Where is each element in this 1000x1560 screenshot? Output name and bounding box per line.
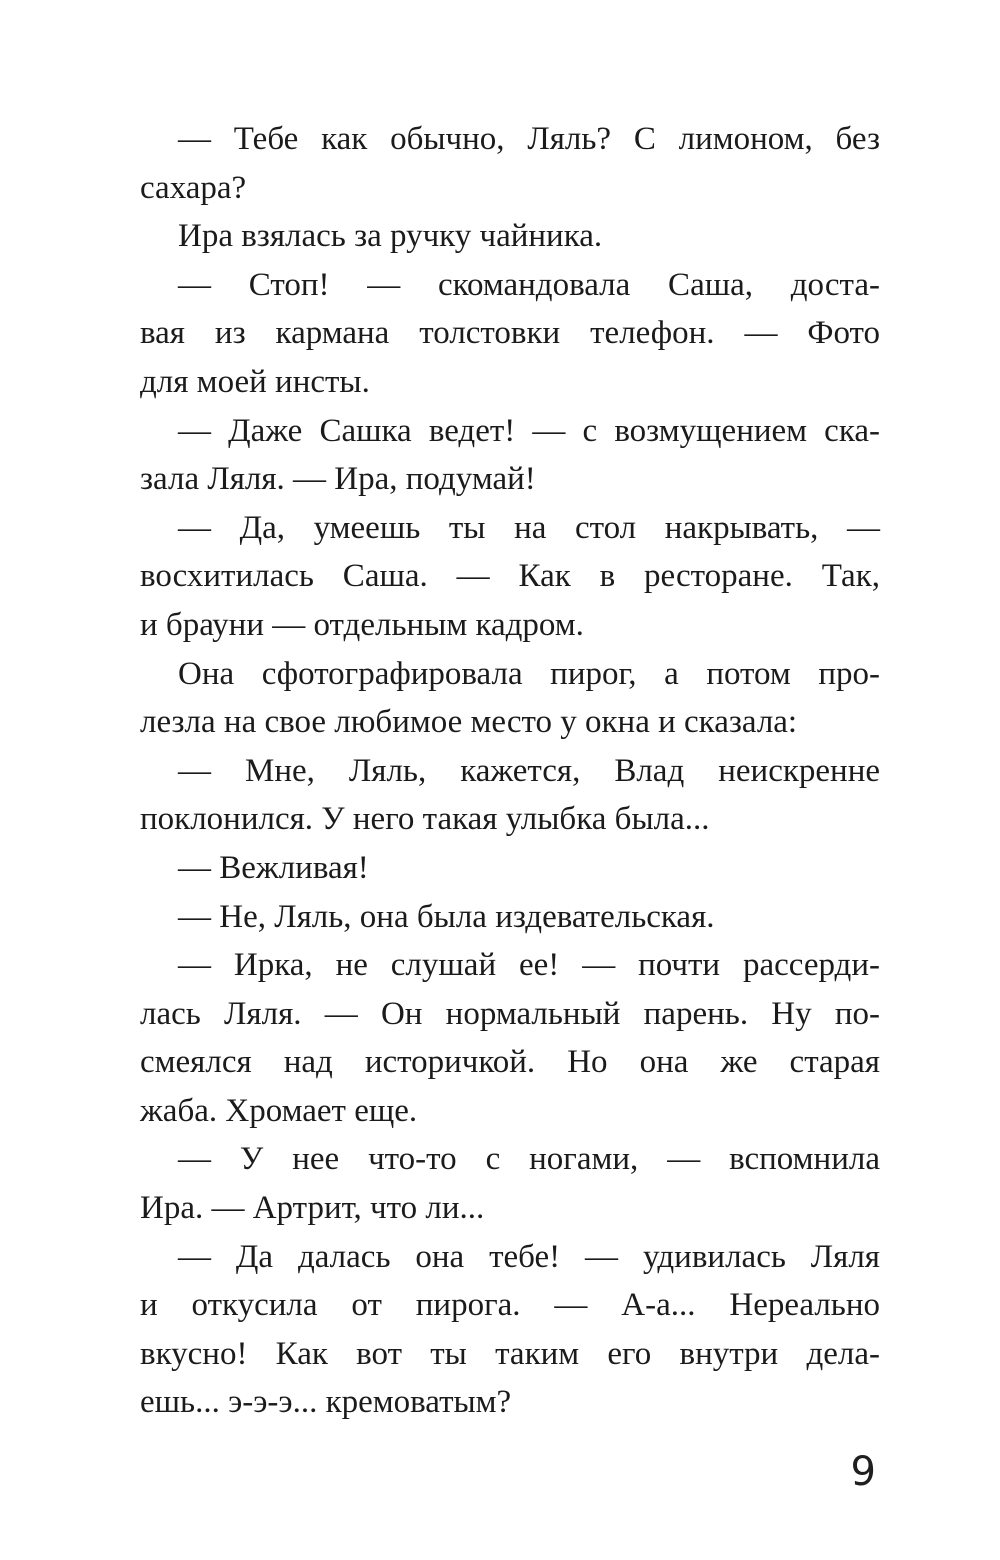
text-line: — Мне, Ляль, кажется, Влад неискренне <box>178 752 880 789</box>
page-number: 9 <box>850 1449 876 1495</box>
text-line: смеялся над историчкой. Но она же старая <box>140 1044 880 1081</box>
text-line: — Да, умеешь ты на стол накрывать, — <box>178 509 880 546</box>
text-line: вая из кармана толстовки телефон. — Фото <box>140 315 880 352</box>
text-line: вкусно! Как вот ты таким его внутри дела- <box>140 1335 880 1372</box>
text-line: лезла на свое любимое место у окна и сказала: <box>140 704 798 741</box>
text-line: — У нее что-то с ногами, — вспомнила <box>178 1141 880 1178</box>
text-line: жаба. Хромает еще. <box>140 1092 418 1129</box>
text-line: поклонился. У него такая улыбка была... <box>140 801 710 838</box>
text-line: лась Ляля. — Он нормальный парень. Ну по- <box>140 995 880 1032</box>
text-line: — Ирка, не слушай ее! — почти рассерди- <box>178 947 880 984</box>
text-line: — Да далась она тебе! — удивилась Ляля <box>178 1238 880 1275</box>
text-block <box>140 115 880 1427</box>
text-line: и брауни — отдельным кадром. <box>140 606 584 643</box>
text-line: ешь... э-э-э... кремоватым? <box>140 1384 512 1421</box>
text-line: и откусила от пирога. — А-а... Нереально <box>140 1287 880 1324</box>
text-line: — Стоп! — скомандовала Саша, доста- <box>178 266 880 303</box>
text-line: Она сфотографировала пирог, а потом про- <box>178 655 880 692</box>
text-line: — Вежливая! <box>178 849 369 886</box>
text-line: сахара? <box>140 169 247 206</box>
text-line: — Тебе как обычно, Ляль? С лимоном, без <box>178 121 880 157</box>
text-line: Ира взялась за ручку чайника. <box>178 218 603 255</box>
text-line: — Даже Сашка ведет! — с возмущением ска- <box>178 412 880 449</box>
text-line: восхитилась Саша. — Как в ресторане. Так, <box>140 558 880 595</box>
text-line: Ира. — Артрит, что ли... <box>140 1190 485 1227</box>
text-line: — Не, Ляль, она была издевательская. <box>178 898 715 935</box>
text-line: зала Ляля. — Ира, подумай! <box>140 461 536 498</box>
text-line: для моей инсты. <box>140 363 370 400</box>
